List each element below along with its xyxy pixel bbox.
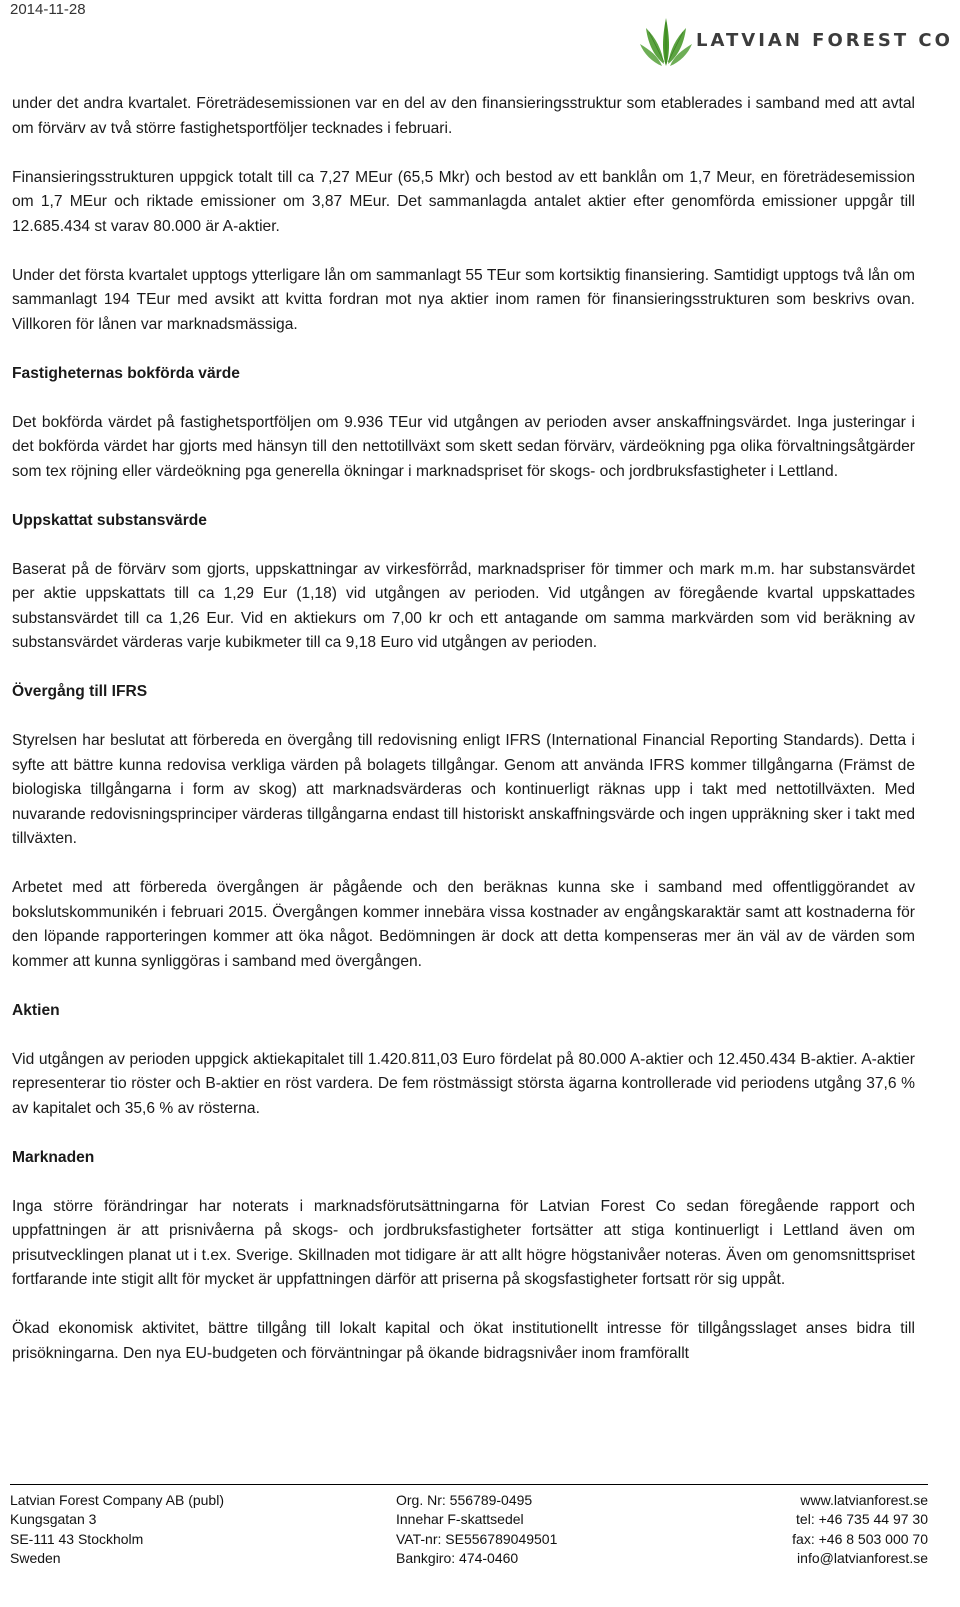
paragraph: Ökad ekonomisk aktivitet, bättre tillgång till lokalt kapital och ökat institutionellt intresse för tillgångsslaget anses bidra till prisökningarna. Den nya EU-budgeten och förväntningar på ökande bidragsnivåer inom framförallt: [12, 1320, 915, 1362]
footer-line: Kungsgatan 3: [10, 1511, 97, 1528]
footer-phone: tel: +46 735 44 97 30: [796, 1511, 928, 1528]
footer-divider: [10, 1484, 928, 1485]
report-date: 2014-11-28: [10, 1, 86, 18]
footer-registration-info: [396, 1491, 557, 1569]
footer-line: SE-111 43 Stockholm: [10, 1530, 144, 1547]
footer-line: Org. Nr: 556789-0495: [396, 1492, 533, 1508]
section-heading: Fastigheternas bokförda värde: [12, 364, 240, 382]
paragraph: Finansieringsstrukturen uppgick totalt till ca 7,27 MEur (65,5 Mkr) och bestod av ett banklån om 1,7 Meur, en företrädesemission om 1,7 MEur och riktade emissioner om 3,87 MEur. Det sammanlagda antalet aktier efter genomförda emissioner uppgår till 12.685.434 st varav 80.000 är A-aktier.: [12, 168, 915, 235]
section-heading: Marknaden: [12, 1148, 95, 1166]
paragraph: Under det första kvartalet upptogs ytterligare lån om sammanlagt 55 TEur som kortsiktig finansiering. Samtidigt upptogs två lån om sammanlagt 194 TEur med avsikt att kvitta fordran mot nya aktier inom ramen för finansieringsstrukturen som beskrivs ovan. Villkoren för lånen var marknadsmässiga.: [12, 266, 915, 333]
footer-company-address: [10, 1491, 224, 1569]
paragraph: Styrelsen har beslutat att förbereda en övergång till redovisning enligt IFRS (International Financial Reporting Standards). Detta i syfte att bättre kunna redovisa verkliga värden på bolagets tillgångar. Genom att använda IFRS kommer tillgångarna (Främst de biologiska tillgångarna i form av skog) att marknadsvärderas och kontinuerligt räknas upp i takt med nettotillväxten. Med nuvarande redovisningsprinciper värderas tillgångarna endast till historiskt anskaffningsvärde och ingen uppräkning sker i takt med tillväxten.: [12, 732, 915, 847]
logo-wordmark: LATVIAN FOREST CO: [696, 30, 953, 51]
company-logo: [640, 14, 953, 70]
report-body: [12, 92, 915, 1366]
footer-website[interactable]: www.latvianforest.se: [800, 1492, 928, 1508]
section-heading: Uppskattat substansvärde: [12, 511, 207, 529]
leaf-logo-icon: [640, 14, 692, 68]
paragraph: Det bokförda värdet på fastighetsportföljen om 9.936 TEur vid utgången av perioden avser anskaffningsvärdet. Inga justeringar i det bokförda värdet har gjorts med hänsyn till den nettotillväxt som skett sedan förvärv, värdeökning pga olika förvaltningsåtgärder som tex röjning eller värdeökning pga generella ökningar i marknadspriset för skogs- och jordbruksfastigheter i Lettland.: [12, 413, 915, 480]
paragraph: Vid utgången av perioden uppgick aktiekapitalet till 1.420.811,03 Euro fördelat på 80.000 A-aktier och 12.450.434 B-aktier. A-aktier representerar tio röster och B-aktier en röst vardera. De fem röstmässigt största ägarna kontrollerade vid periodens utgång 37,6 % av kapitalet och 35,6 % av rösterna.: [12, 1050, 915, 1117]
footer-line: VAT-nr: SE556789049501: [396, 1530, 558, 1547]
footer-line: Bankgiro: 474-0460: [396, 1550, 519, 1567]
footer-contact-info: [792, 1491, 928, 1569]
footer-line: Latvian Forest Company AB (publ): [10, 1492, 224, 1508]
footer-line: Innehar F-skattsedel: [396, 1511, 524, 1528]
footer-line: Sweden: [10, 1550, 61, 1567]
section-heading: Aktien: [12, 1001, 60, 1019]
paragraph: Arbetet med att förbereda övergången är pågående och den beräknas kunna ske i samband med offentliggörandet av bokslutskommunikén i februari 2015. Övergången kommer innebära vissa kostnader av engångskaraktär samt att kostnaderna för den löpande rapporteringen kommer att öka något. Bedömningen är dock att detta kompenseras mer än väl av de värden som kommer att kunna synliggöras i samband med övergången.: [12, 879, 915, 970]
paragraph: Baserat på de förvärv som gjorts, uppskattningar av virkesförråd, marknadspriser för timmer och mark m.m. har substansvärdet per aktie uppskattats till ca 1,29 Eur (1,18) vid utgången av perioden. Vid utgången av föregående kvartal uppskattades substansvärdet till ca 1,26 Eur. Vid en aktiekurs om 7,00 kr och ett antagande om samma markvärden som vid beräkning av substansvärdet värderas varje kubikmeter till ca 9,18 Euro vid utgången av perioden.: [12, 560, 915, 651]
paragraph: Inga större förändringar har noterats i marknadsförutsättningarna för Latvian Forest Co sedan föregående rapport och uppfattningen är att prisnivåerna på skogs- och jordbruksfastigheter fortsätter att stiga kontinuerligt i Lettland även om prisutvecklingen planat ut i t.ex. Sverige. Skillnaden mot tidigare är att allt högre högstanivåer noteras. Även om genomsnittspriset fortfarande inte stigit allt för mycket är uppfattningen därför att priserna på skogsfastigheter fortsatt rör sig uppåt.: [12, 1197, 915, 1288]
paragraph: under det andra kvartalet. Företrädesemissionen var en del av den finansieringsstruktur som etablerades i samband med att avtal om förvärv av två större fastighetsportföljer tecknades i februari.: [12, 95, 915, 137]
section-heading: Övergång till IFRS: [12, 683, 148, 700]
footer-fax: fax: +46 8 503 000 70: [792, 1530, 928, 1547]
footer-email[interactable]: info@latvianforest.se: [797, 1550, 928, 1567]
